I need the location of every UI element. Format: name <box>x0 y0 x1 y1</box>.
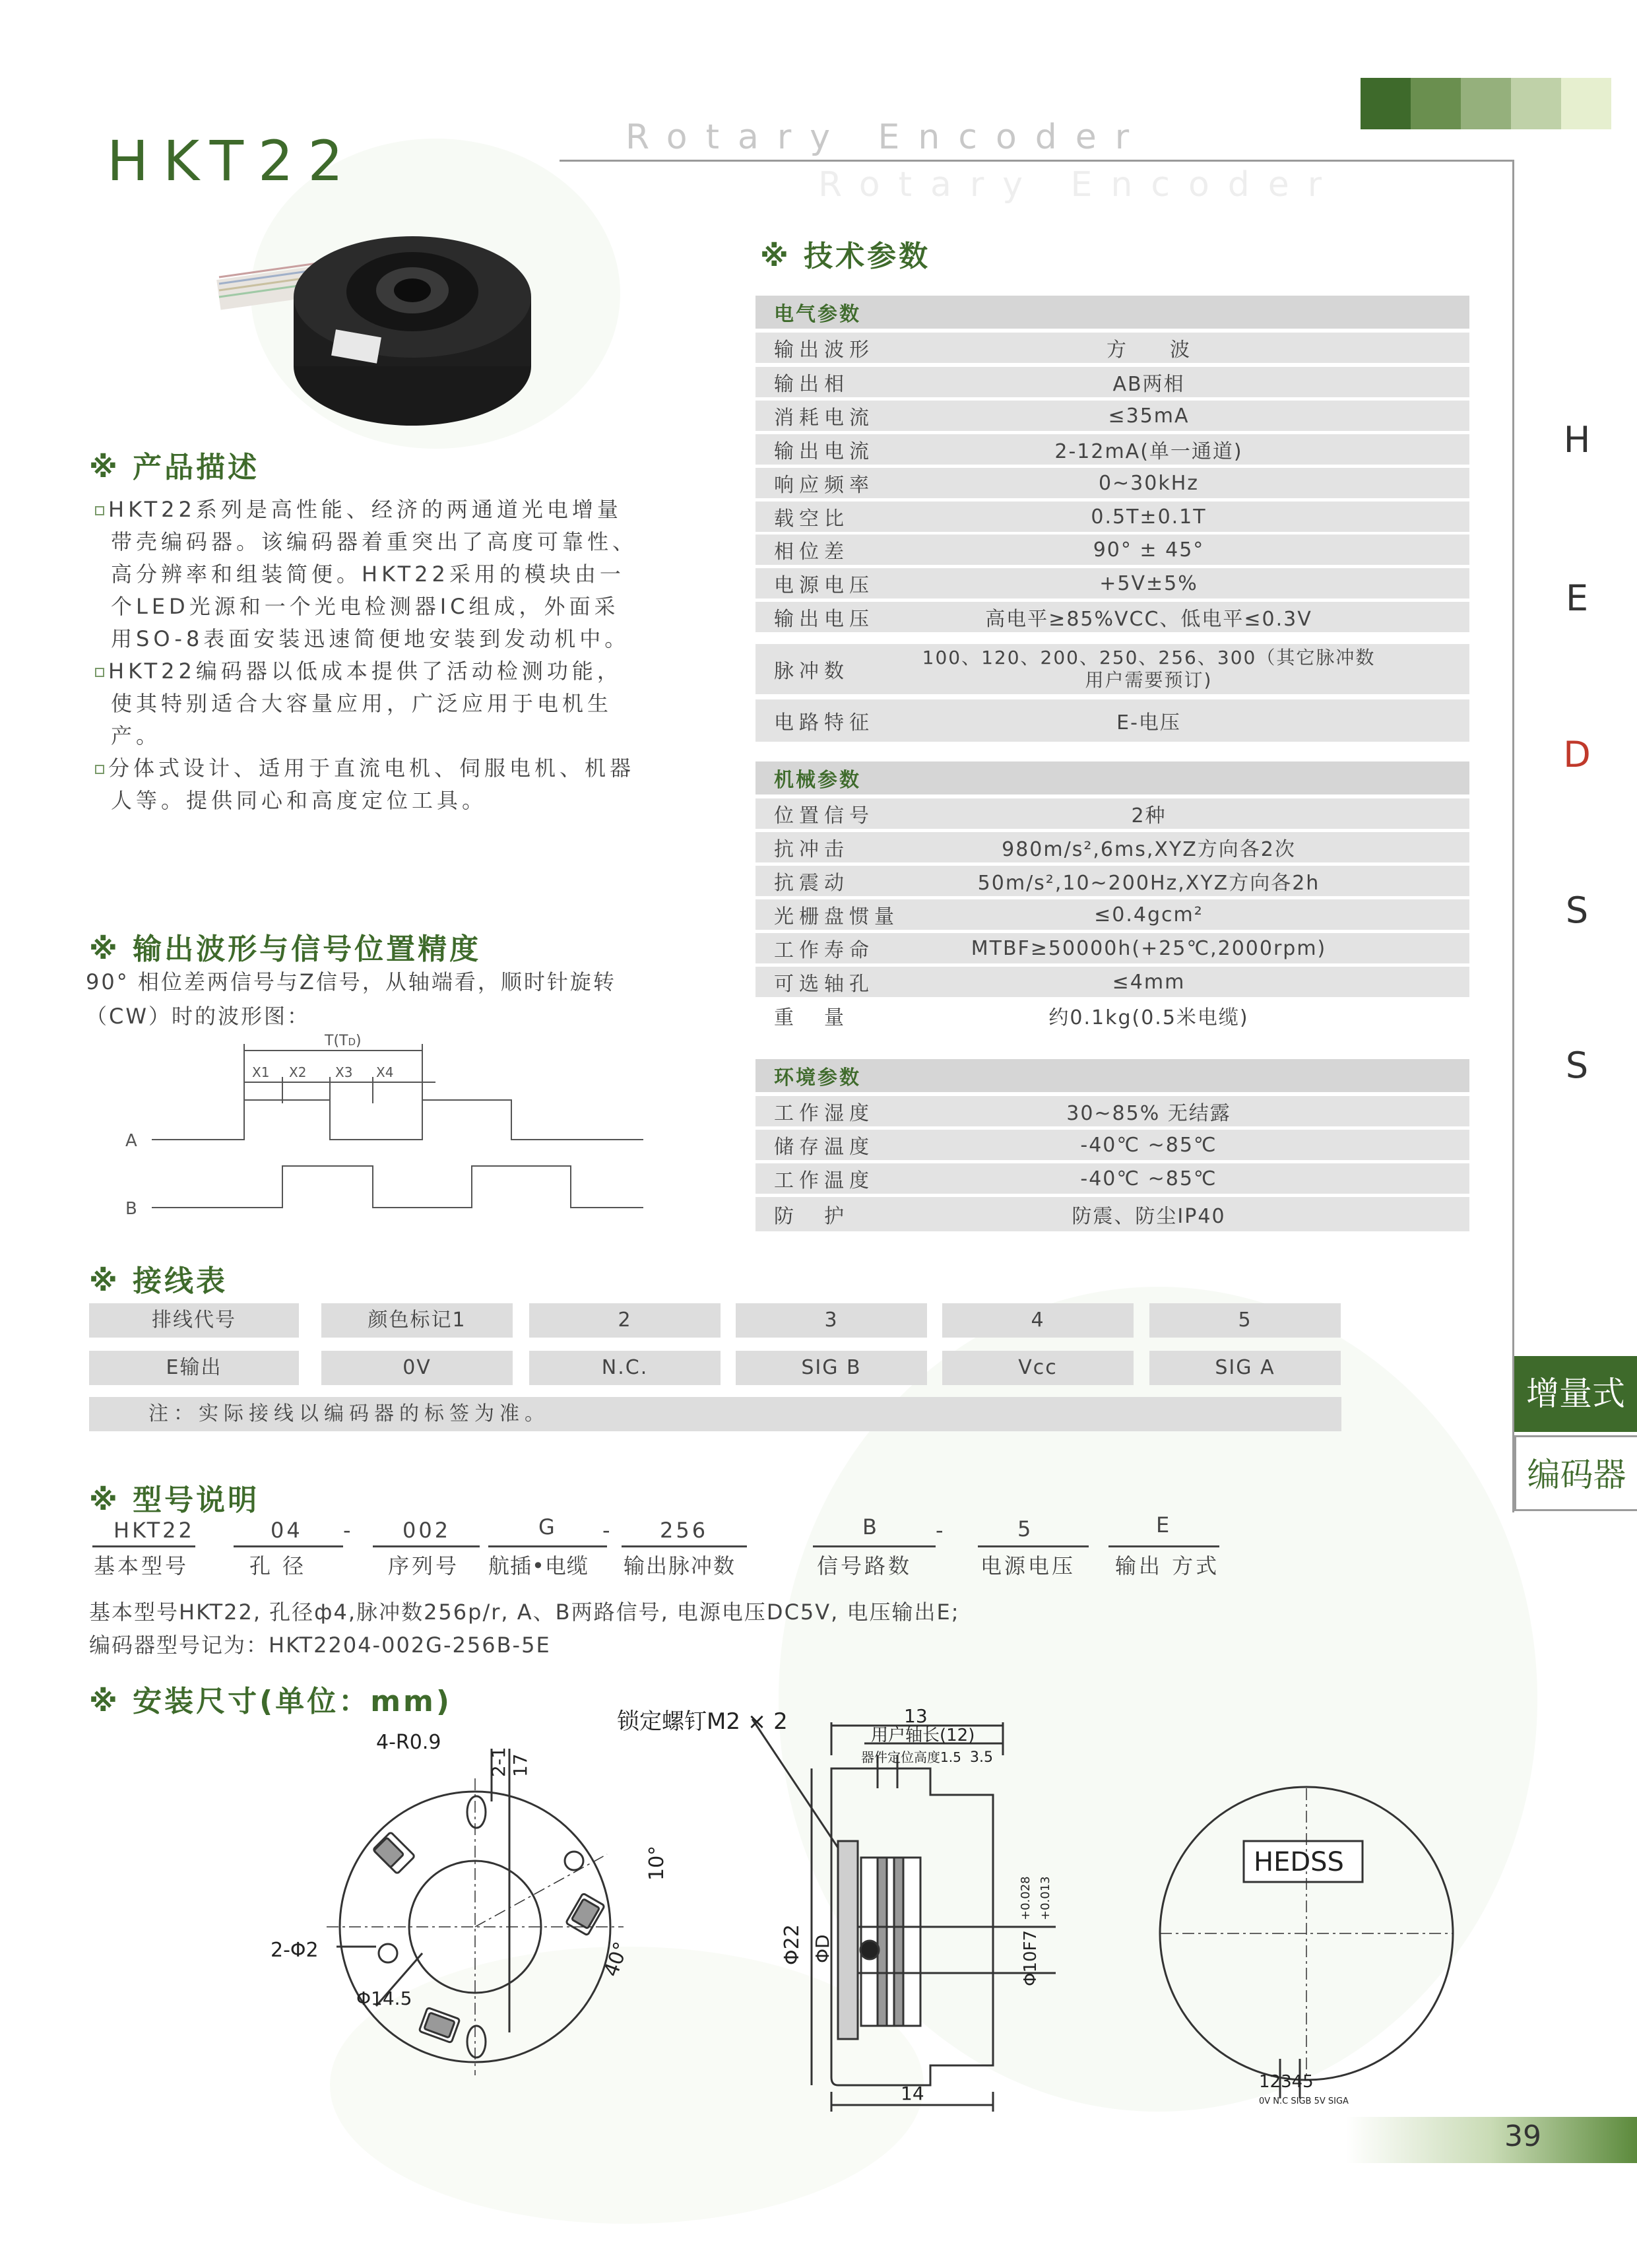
model-label: 序列号 <box>388 1553 460 1578</box>
radius-label: 4-R0.9 <box>376 1731 441 1754</box>
wiring-header-cell: 排线代号 <box>89 1303 299 1338</box>
spec-group-electrical: 电气参数 <box>755 296 1469 329</box>
spec-row: 光栅盘惯量 ≤0.4gcm² <box>755 899 1469 930</box>
wiring-header-cell: 4 <box>942 1303 1134 1338</box>
x3-label: X3 <box>335 1064 353 1080</box>
position-height-label: 器件定位高度1.5 <box>861 1749 961 1765</box>
wiring-header-cell: 颜色标记1 <box>321 1303 513 1338</box>
back-view-drawing <box>1148 1782 1465 2125</box>
model-code-ppr: 256 <box>660 1518 709 1543</box>
spec-row: 响应频率 0~30kHz <box>755 468 1469 498</box>
model-dash: - <box>602 1518 613 1543</box>
bullet-icon <box>95 765 104 774</box>
x1-label: X1 <box>252 1064 270 1080</box>
tolerance-high-label: +0.028 <box>1019 1876 1033 1920</box>
pin-names: 0V N.C SIGB 5V SIGA <box>1259 2096 1349 2106</box>
model-underline <box>622 1545 747 1547</box>
wiring-data-cell: SIG B <box>736 1351 927 1385</box>
spec-row: 工作寿命 MTBF≥50000h(+25℃,2000rpm) <box>755 933 1469 963</box>
model-example-line-1: 基本型号HKT22, 孔径ф4,脉冲数256p/r, A、B两路信号, 电源电压DC5V, 电压输出E; <box>89 1600 960 1625</box>
bullet-icon <box>95 506 104 515</box>
shaft-length-label: 用户轴长(12) <box>871 1726 975 1745</box>
model-code-volt: 5 <box>1017 1516 1034 1541</box>
tolerance-low-label: +0.013 <box>1039 1876 1052 1920</box>
wiring-header-cell: 3 <box>736 1303 927 1338</box>
spec-group-mechanical: 机械参数 <box>755 761 1469 794</box>
diameter-22-label: Φ22 <box>781 1924 804 1965</box>
spec-row: 防 护 防震、防尘IP40 <box>755 1197 1469 1231</box>
subtitle-ghost: Rotary Encoder <box>818 165 1341 205</box>
model-example-line-2: 编码器型号记为：HKT2204-002G-256B-5E <box>89 1633 551 1658</box>
model-label: 输出脉冲数 <box>624 1553 736 1578</box>
dim-bottom-label: 14 <box>901 2083 924 2104</box>
wiring-data-cell: SIG A <box>1149 1351 1341 1385</box>
product-description <box>108 494 639 817</box>
page-number: 39 <box>1504 2120 1541 2153</box>
pin-numbers: 12345 <box>1259 2072 1314 2092</box>
side-letter-s2[interactable]: S <box>1565 1045 1589 1086</box>
spec-row: 脉冲数 100、120、200、250、256、300（其它脉冲数 用户需要预订) <box>755 644 1469 694</box>
spec-row: 消耗电流 ≤35mA <box>755 401 1469 431</box>
side-letter-d[interactable]: D <box>1563 734 1591 775</box>
model-underline <box>488 1545 607 1547</box>
side-letter-h[interactable]: H <box>1563 419 1591 461</box>
dim-top-label: 13 <box>904 1705 928 1727</box>
spec-row: 抗震动 50m/s²,10~200Hz,XYZ方向各2h <box>755 866 1469 896</box>
description-paragraph-3: 分体式设计、适用于直流电机、伺服电机、机器人等。提供同心和高度定位工具。 <box>111 752 639 817</box>
swatch-1 <box>1361 78 1411 129</box>
model-code-ch: B <box>862 1514 880 1539</box>
wiring-heading: ※ 接线表 <box>89 1264 228 1298</box>
footer-bar <box>1346 2117 1637 2163</box>
description-paragraph-2: HKT22编码器以低成本提供了活动检测功能，使其特别适合大容量应用，广泛应用于电机生产。 <box>111 655 639 752</box>
model-label: 电源电压 <box>980 1553 1076 1578</box>
model-underline <box>92 1545 195 1547</box>
period-label: T(TD) <box>325 1033 362 1049</box>
swatch-4 <box>1511 78 1561 129</box>
side-tab-incremental[interactable]: 增量式 <box>1514 1356 1637 1432</box>
header-rule <box>560 160 1514 162</box>
channel-a-label: A <box>125 1131 137 1151</box>
spec-row: 储存温度 -40℃ ~85℃ <box>755 1130 1469 1160</box>
model-code-out: E <box>1156 1512 1172 1538</box>
pcd-label: Φ14.5 <box>356 1988 412 2009</box>
wiring-header-cell: 2 <box>529 1303 721 1338</box>
position-width-label: 3.5 <box>970 1749 993 1766</box>
model-code-base: HKT22 <box>113 1518 195 1543</box>
product-photo <box>211 218 554 442</box>
spec-row: 位置信号 2种 <box>755 798 1469 829</box>
bullet-icon <box>95 668 104 677</box>
spec-row: 工作温度 -40℃ ~85℃ <box>755 1163 1469 1194</box>
model-underline <box>1108 1545 1219 1547</box>
model-code-serial: 002 <box>402 1518 451 1543</box>
model-heading: ※ 型号说明 <box>89 1483 260 1517</box>
swatch-3 <box>1461 78 1511 129</box>
model-label: 航插•电缆 <box>488 1553 589 1578</box>
bore-label: Φ10F7 <box>1021 1929 1041 1986</box>
model-dash: - <box>936 1518 946 1543</box>
dimensions-heading: ※ 安装尺寸(单位：mm) <box>89 1685 453 1718</box>
model-underline <box>978 1545 1089 1547</box>
model-underline <box>373 1545 480 1547</box>
spec-row: 输出电压 高电平≥85%VCC、低电平≤0.3V <box>755 602 1469 632</box>
spec-row: 载空比 0.5T±0.1T <box>755 502 1469 532</box>
spec-row: 相位差 90° ± 45° <box>755 535 1469 565</box>
angle-label: 10° <box>645 1845 668 1881</box>
side-view-drawing <box>594 1696 1056 2118</box>
subtitle: Rotary Encoder <box>626 117 1148 157</box>
dim-label: 2-1 <box>488 1747 509 1777</box>
spec-row: 输出电流 2-12mA(单一通道) <box>755 434 1469 465</box>
side-letter-e[interactable]: E <box>1565 577 1589 619</box>
specs-heading: ※ 技术参数 <box>760 240 931 273</box>
dim-label: 17 <box>509 1753 531 1777</box>
hedss-label: HEDSS <box>1254 1847 1344 1877</box>
spec-group-environment: 环境参数 <box>755 1059 1469 1092</box>
model-label: 基本型号 <box>94 1553 189 1578</box>
product-title: HKT22 <box>107 129 358 193</box>
model-code-bore: 04 <box>271 1518 303 1543</box>
waveform-diagram <box>112 1031 653 1229</box>
wiring-data-cell: 0V <box>321 1351 513 1385</box>
wiring-note: 注：实际接线以编码器的标签为准。 <box>89 1397 1341 1431</box>
model-code-conn: G <box>538 1514 558 1539</box>
spec-row: 电源电压 +5V±5% <box>755 568 1469 599</box>
model-label: 输出 方式 <box>1115 1553 1220 1578</box>
right-rule <box>1512 160 1514 1512</box>
wiring-header-cell: 5 <box>1149 1303 1341 1338</box>
side-letter-s1[interactable]: S <box>1565 890 1589 931</box>
wiring-data-cell: N.C. <box>529 1351 721 1385</box>
diameter-d-label: ΦD <box>812 1934 833 1963</box>
angle-label: 40° <box>599 1939 633 1980</box>
description-paragraph-1: HKT22系列是高性能、经济的两通道光电增量带壳编码器。该编码器着重突出了高度可靠性、高分辨率和组装简便。HKT22采用的模块由一个LED光源和一个光电检测器IC组成，外面采用SO-8表面安装迅速简便地安装到发动机中。 <box>111 494 639 655</box>
spec-table <box>755 296 1469 1233</box>
swatch-2 <box>1411 78 1461 129</box>
model-dash: - <box>343 1518 354 1543</box>
holes-label: 2-Φ2 <box>271 1939 319 1962</box>
x4-label: X4 <box>376 1064 394 1080</box>
side-tab-encoder[interactable]: 编码器 <box>1514 1435 1637 1511</box>
spec-row: 重 量 约0.1kg(0.5米电缆) <box>774 1006 1249 1029</box>
spec-row: 输出波形 方 波 <box>755 333 1469 363</box>
spec-row: 工作湿度 30~85% 无结露 <box>755 1096 1469 1126</box>
spec-row: 抗冲击 980m/s²,6ms,XYZ方向各2次 <box>755 832 1469 862</box>
model-label: 信号路数 <box>817 1553 913 1578</box>
waveform-heading: ※ 输出波形与信号位置精度 <box>89 932 482 966</box>
model-underline <box>234 1545 343 1547</box>
channel-b-label: B <box>125 1199 137 1219</box>
wiring-data-cell: E输出 <box>89 1351 299 1385</box>
spec-row: 输出相 AB两相 <box>755 367 1469 397</box>
spec-row: 可选轴孔 ≤4mm <box>755 967 1469 997</box>
swatch-5 <box>1561 78 1611 129</box>
x2-label: X2 <box>289 1064 307 1080</box>
color-swatch-bar <box>1361 78 1611 129</box>
spec-row: 电路特征 E-电压 <box>755 699 1469 742</box>
waveform-caption: 90° 相位差两信号与Z信号，从轴端看，顺时针旋转（CW）时的波形图： <box>86 969 616 1029</box>
product-description-heading: ※ 产品描述 <box>89 451 260 484</box>
wiring-data-cell: Vcc <box>942 1351 1134 1385</box>
model-label: 孔 径 <box>249 1553 307 1578</box>
screw-label: 锁定螺钉M2 × 2 <box>617 1708 788 1735</box>
model-underline <box>813 1545 936 1547</box>
